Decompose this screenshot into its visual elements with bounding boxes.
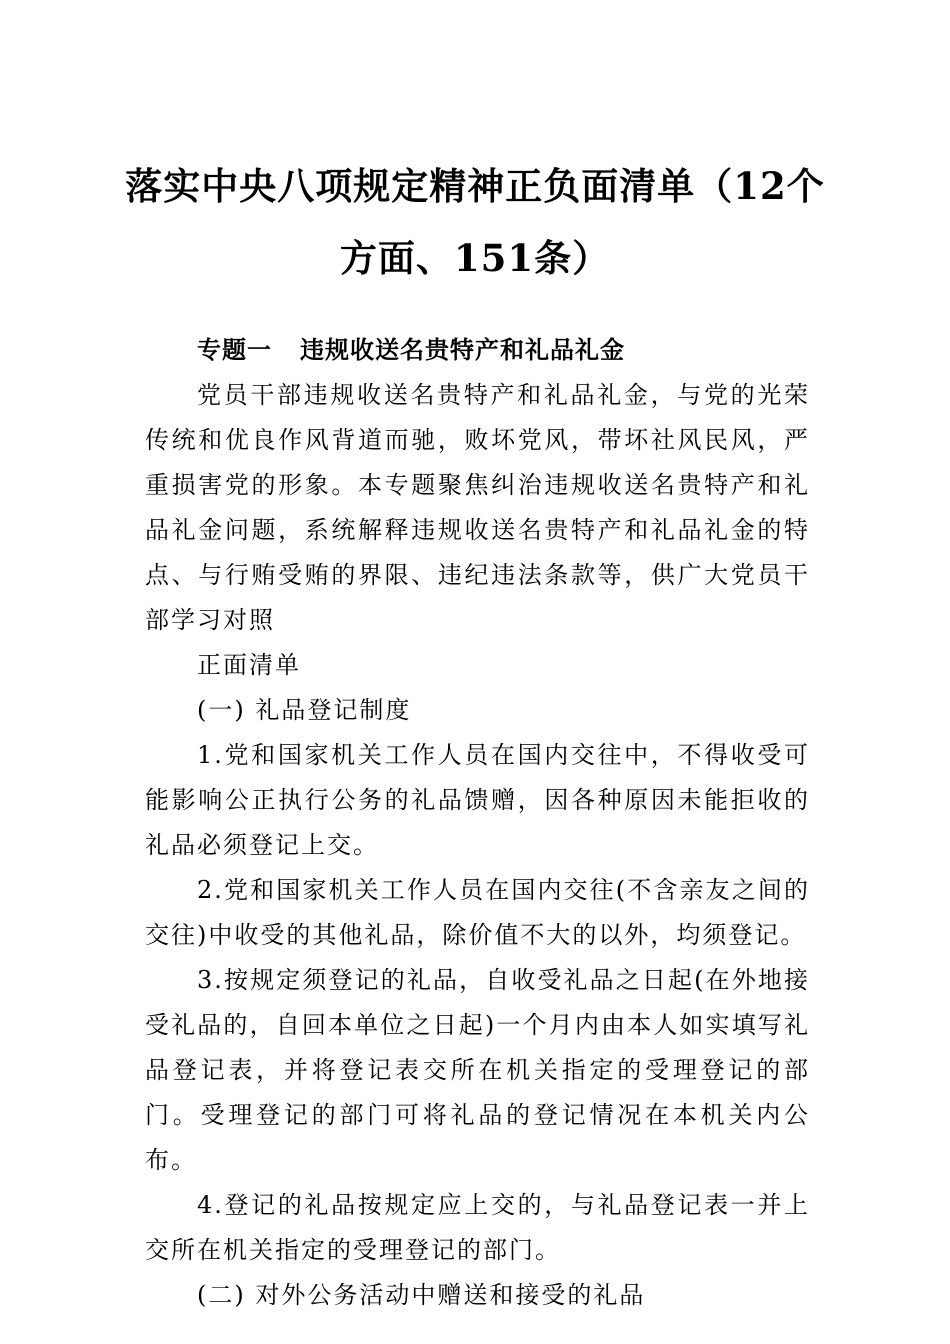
list-item: 1.党和国家机关工作人员在国内交往中，不得收受可能影响公正执行公务的礼品馈赠，因各种原因未能拒收的礼品必须登记上交。 (145, 741, 810, 859)
document-title-line-2: 方面、151条） (339, 236, 611, 280)
list-heading: 正面清单 (197, 651, 301, 679)
topic-name: 违规收送名贵特产和礼品礼金 (300, 336, 625, 364)
section-heading-1: (一) 礼品登记制度 (197, 696, 412, 724)
list-item: 3.按规定须登记的礼品，自收受礼品之日起(在外地接受礼品的，自回本单位之日起)一个月内由本人如实填写礼品登记表，并将登记表交所在机关指定的受理登记的部门。受理登记的部门可将礼品的登记情况在本机关内公布。 (145, 966, 810, 1174)
intro-paragraph: 党员干部违规收送名贵特产和礼品礼金，与党的光荣传统和优良作风背道而驰，败坏党风，带坏社风民风，严重损害党的形象。本专题聚焦纠治违规收送名贵特产和礼品礼金问题，系统解释违规收送名贵特产和礼品礼金的特点、与行贿受贿的界限、违纪违法条款等，供广大党员干部学习对照 (145, 381, 810, 634)
topic-label: 专题一 (197, 336, 272, 364)
topic-heading (145, 328, 810, 373)
list-item: 2.党和国家机关工作人员在国内交往(不含亲友之间的交往)中收受的其他礼品，除价值不大的以外，均须登记。 (145, 876, 810, 949)
list-item: 4.登记的礼品按规定应上交的，与礼品登记表一并上交所在机关指定的受理登记的部门。 (145, 1191, 810, 1264)
section-heading-2: (二) 对外公务活动中赠送和接受的礼品 (197, 1281, 646, 1309)
document-title-line-1: 落实中央八项规定精神正负面清单（12个 (125, 164, 825, 208)
document-body (145, 328, 810, 1318)
